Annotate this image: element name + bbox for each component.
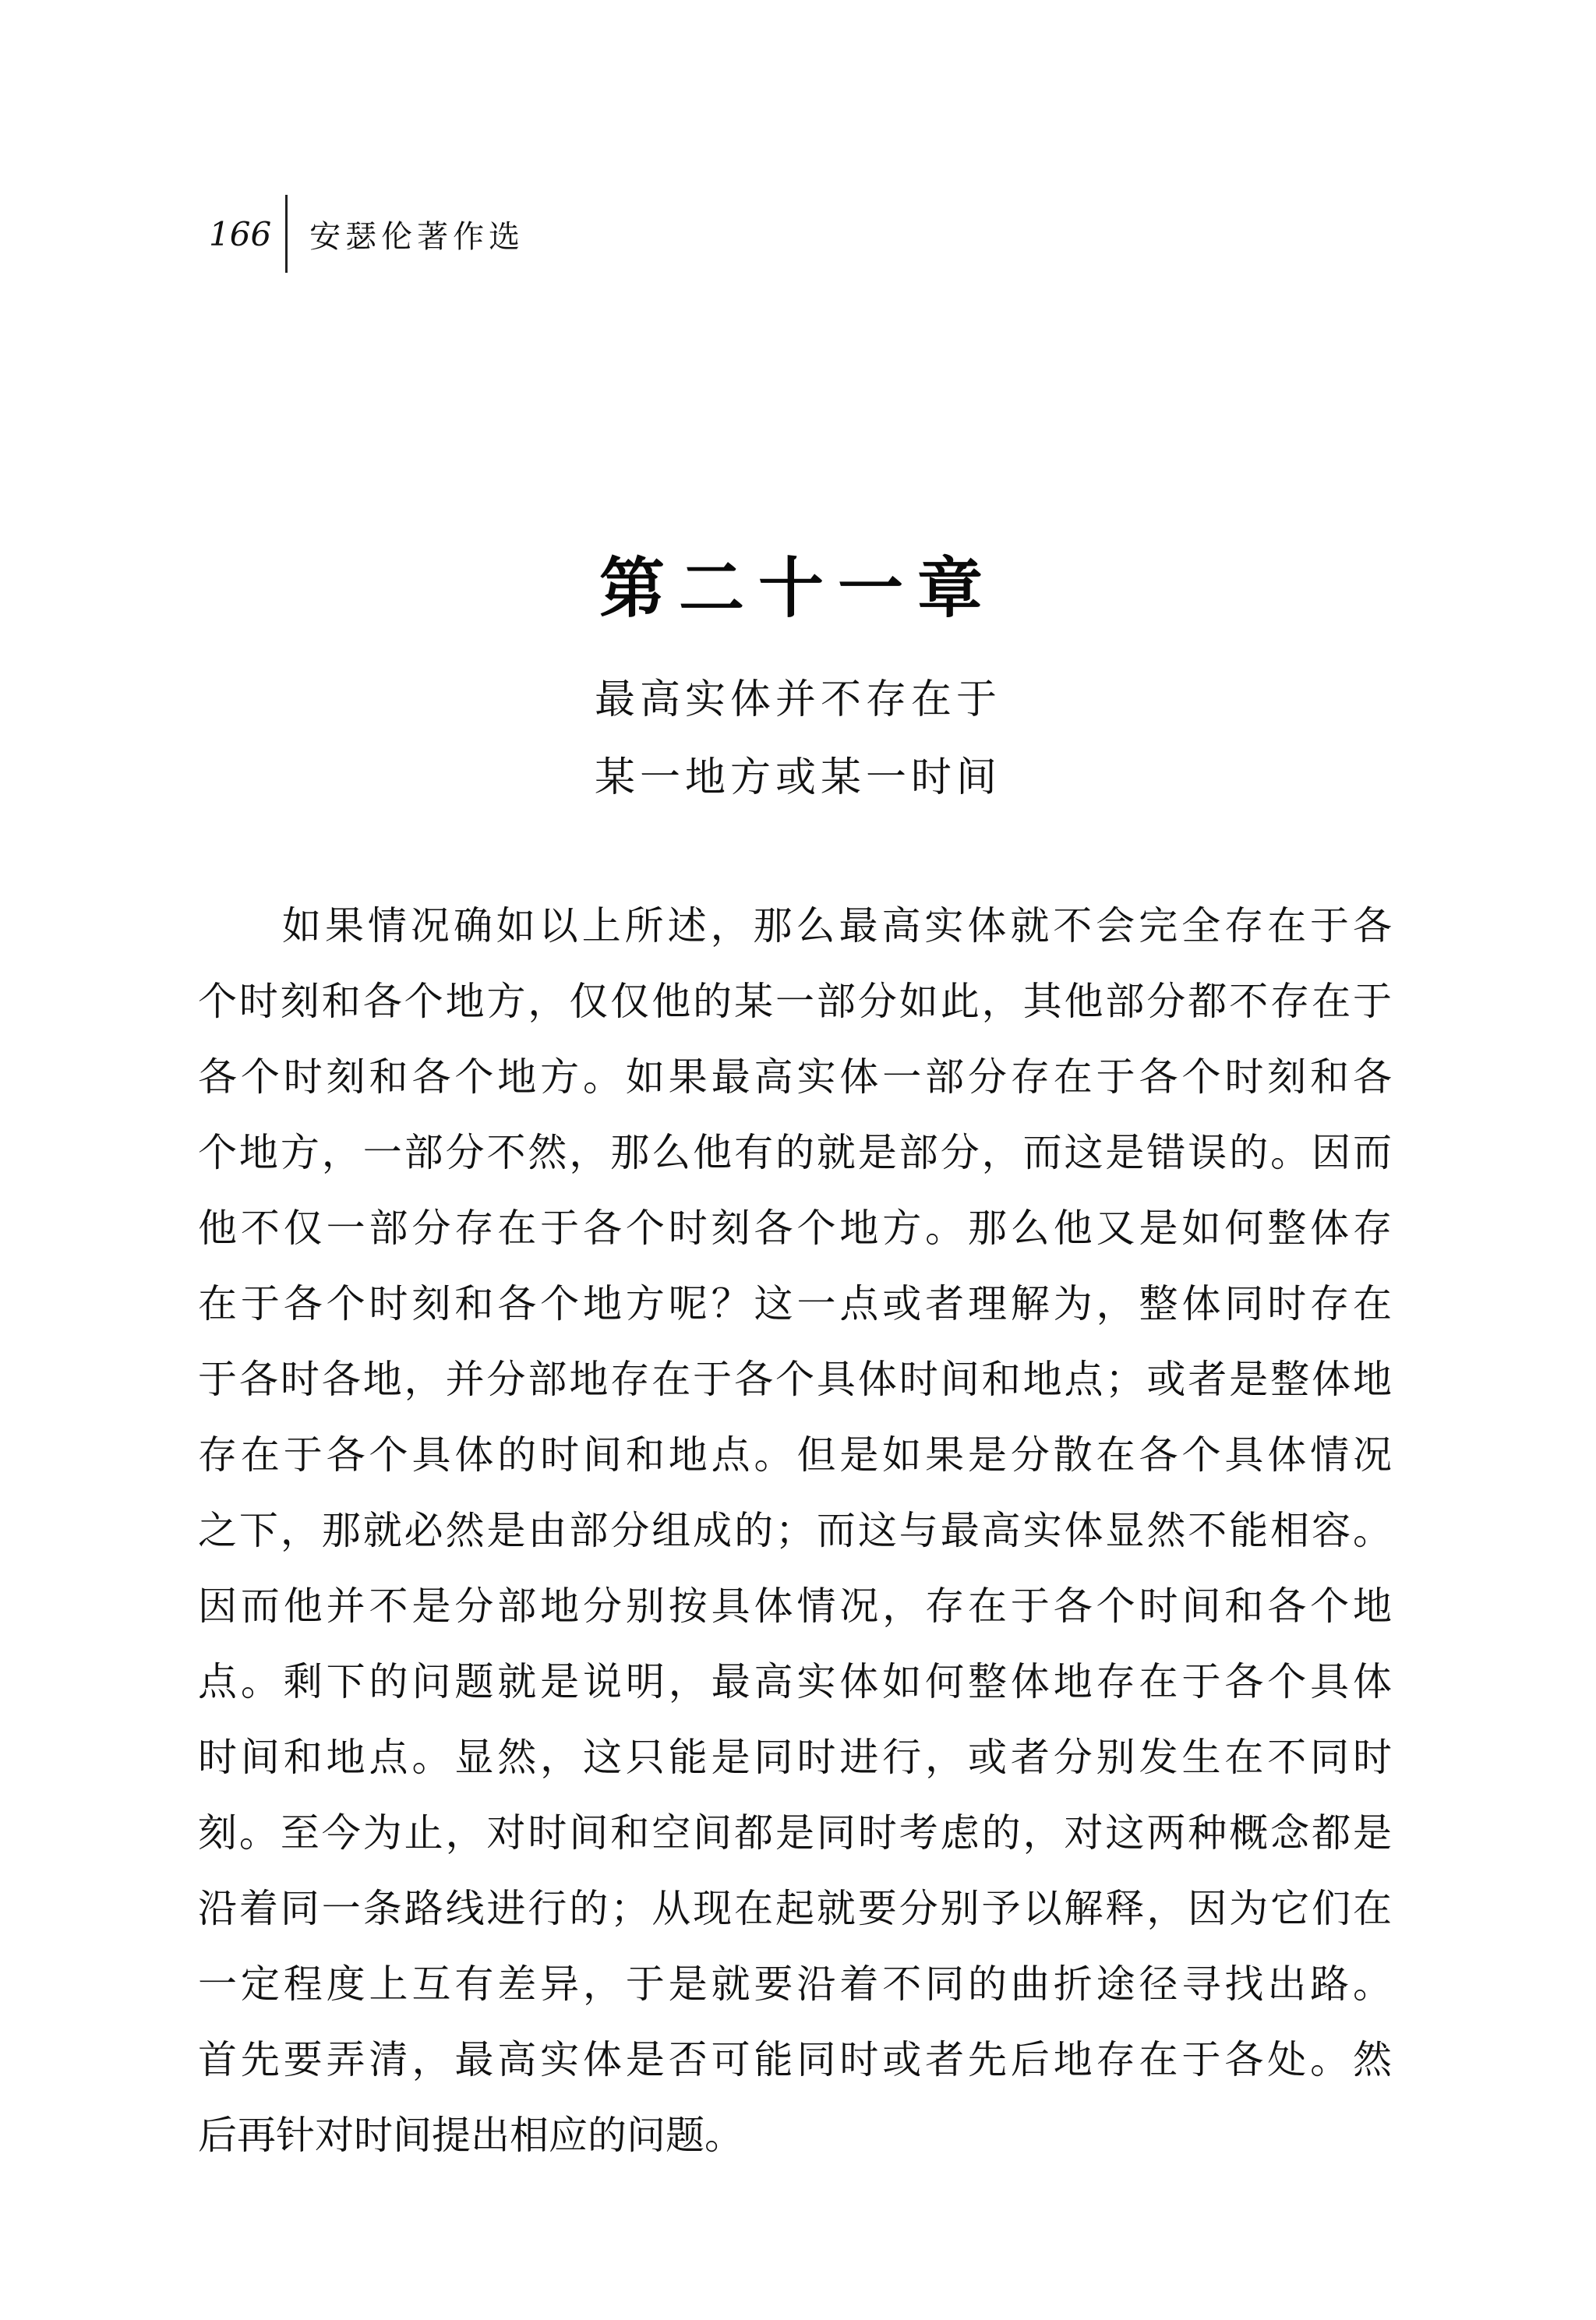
body-line: 在于各个时刻和各个地方呢？这一点或者理解为，整体同时存在: [198, 1281, 1392, 1326]
body-line: 时间和地点。显然，这只能是同时进行，或者分别发生在不同时: [198, 1735, 1392, 1780]
body-line: 如果情况确如以上所述，那么最高实体就不会完全存在于各: [282, 903, 1392, 948]
running-header: [209, 195, 524, 273]
body-line: 个时刻和各个地方，仅仅他的某一部分如此，其他部分都不存在于: [198, 979, 1392, 1024]
page-number: 166: [209, 214, 272, 253]
body-line: 沿着同一条路线进行的；从现在起就要分别予以解释，因为它们在: [198, 1886, 1392, 1931]
body-line: 之下，那就必然是由部分组成的；而这与最高实体显然不能相容。: [198, 1508, 1392, 1553]
body-line: 存在于各个具体的时间和地点。但是如果是分散在各个具体情况: [198, 1432, 1392, 1478]
body-line: 后再针对时间提出相应的问题。: [198, 2113, 743, 2158]
chapter-subtitle-line-1: 最高实体并不存在于: [594, 676, 1001, 723]
body-line: 他不仅一部分存在于各个时刻各个地方。那么他又是如何整体存: [198, 1206, 1392, 1251]
chapter-title: 第二十一章: [598, 549, 997, 627]
header-divider: [285, 195, 288, 273]
chapter-subtitle-line-2: 某一地方或某一时间: [594, 754, 1001, 801]
body-line: 一定程度上互有差异，于是就要沿着不同的曲折途径寻找出路。: [198, 1962, 1392, 2007]
body-line: 个地方，一部分不然，那么他有的就是部分，而这是错误的。因而: [198, 1130, 1392, 1175]
body-line: 各个时刻和各个地方。如果最高实体一部分存在于各个时刻和各: [198, 1054, 1392, 1100]
body-line: 刻。至今为止，对时间和空间都是同时考虑的，对这两种概念都是: [198, 1810, 1392, 1856]
body-line: 因而他并不是分部地分别按具体情况，存在于各个时间和各个地: [198, 1584, 1392, 1629]
body-line: 点。剩下的问题就是说明，最高实体如何整体地存在于各个具体: [198, 1659, 1392, 1704]
body-paragraph: [198, 888, 1392, 2173]
book-title: 安瑟伦著作选: [309, 218, 525, 255]
body-line: 于各时各地，并分部地存在于各个具体时间和地点；或者是整体地: [198, 1357, 1392, 1402]
body-line: 首先要弄清，最高实体是否可能同时或者先后地存在于各处。然: [198, 2037, 1392, 2082]
